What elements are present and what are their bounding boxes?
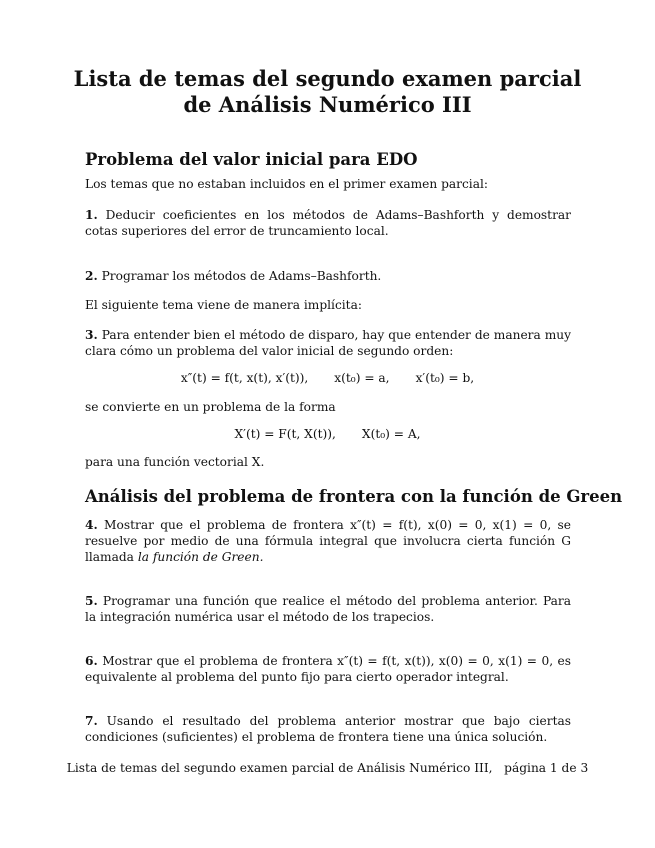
page-footer — [0, 761, 655, 775]
topic-2-number: 2. — [85, 269, 98, 283]
topic-7-number: 7. — [85, 714, 98, 728]
topic-2-text: Programar los métodos de Adams–Bashforth. — [101, 269, 382, 283]
vectorial-function-paragraph: para una función vectorial X. — [85, 455, 265, 469]
topic-6-paragraph — [85, 653, 571, 685]
topic-4-number: 4. — [85, 518, 98, 532]
topic-3-text: Para entender bien el método de disparo, hay que entender de manera muy clara cómo un problema del valor inicial de segundo orden: — [85, 328, 571, 358]
equation-2-system: X′(t) = F(t, X(t)), — [234, 427, 336, 441]
equation-second-order-ivp — [0, 371, 655, 385]
section-heading-green: Análisis del problema de frontera con la función de Green — [85, 487, 623, 506]
topic-5-paragraph — [85, 593, 571, 625]
topic-1-text: Deducir coeficientes en los métodos de Adams–Bashforth y demostrar cotas superiores del error de truncamiento local. — [85, 208, 572, 238]
topic-4-emphasis: la función de Green. — [137, 550, 264, 564]
topic-7-paragraph — [85, 713, 571, 745]
topic-6-number: 6. — [85, 654, 98, 668]
topic-3-paragraph — [85, 327, 571, 359]
equation-1-initial-x: x(t₀) = a, — [334, 371, 390, 385]
topic-5-text: Programar una función que realice el método del problema anterior. Para la integración numérica usar el método de los trapecios. — [85, 594, 572, 624]
footer-page-number: página 1 de 3 — [504, 761, 589, 775]
intro-paragraph: Los temas que no estaban incluidos en el primer examen parcial: — [85, 177, 488, 191]
equation-1-initial-xprime: x′(t₀) = b, — [415, 371, 475, 385]
equation-1-ode: x″(t) = f(t, x(t), x′(t)), — [180, 371, 309, 385]
implicit-topic-note: El siguiente tema viene de manera implícita: — [85, 298, 362, 312]
topic-4-text: Mostrar que el problema de frontera x″(t) = f(t), x(0) = 0, x(1) = 0, se resuelve por medio de una fórmula integral que involucra cierta función G llamada — [85, 518, 571, 564]
topic-6-text: Mostrar que el problema de frontera x″(t) = f(t, x(t)), x(0) = 0, x(1) = 0, es equivalente al problema del punto fijo para cierto operador integral. — [85, 654, 572, 684]
converts-paragraph: se convierte en un problema de la forma — [85, 400, 336, 414]
topic-2-paragraph — [85, 268, 571, 284]
topic-4-paragraph — [85, 517, 571, 565]
topic-3-number: 3. — [85, 328, 98, 342]
equation-2-initial: X(t₀) = A, — [361, 427, 421, 441]
section-heading-ivp: Problema del valor inicial para EDO — [85, 150, 418, 169]
topic-7-text: Usando el resultado del problema anterior mostrar que bajo ciertas condiciones (suficientes) el problema de frontera tiene una única solución. — [85, 714, 571, 744]
document-title-line-2: de Análisis Numérico III — [183, 92, 472, 117]
topic-1-paragraph — [85, 207, 571, 239]
equation-first-order-system — [0, 427, 655, 441]
footer-document-title: Lista de temas del segundo examen parcial de Análisis Numérico III, — [66, 761, 493, 775]
topic-5-number: 5. — [85, 594, 98, 608]
topic-1-number: 1. — [85, 208, 98, 222]
document-title-line-1: Lista de temas del segundo examen parcial — [73, 66, 582, 91]
